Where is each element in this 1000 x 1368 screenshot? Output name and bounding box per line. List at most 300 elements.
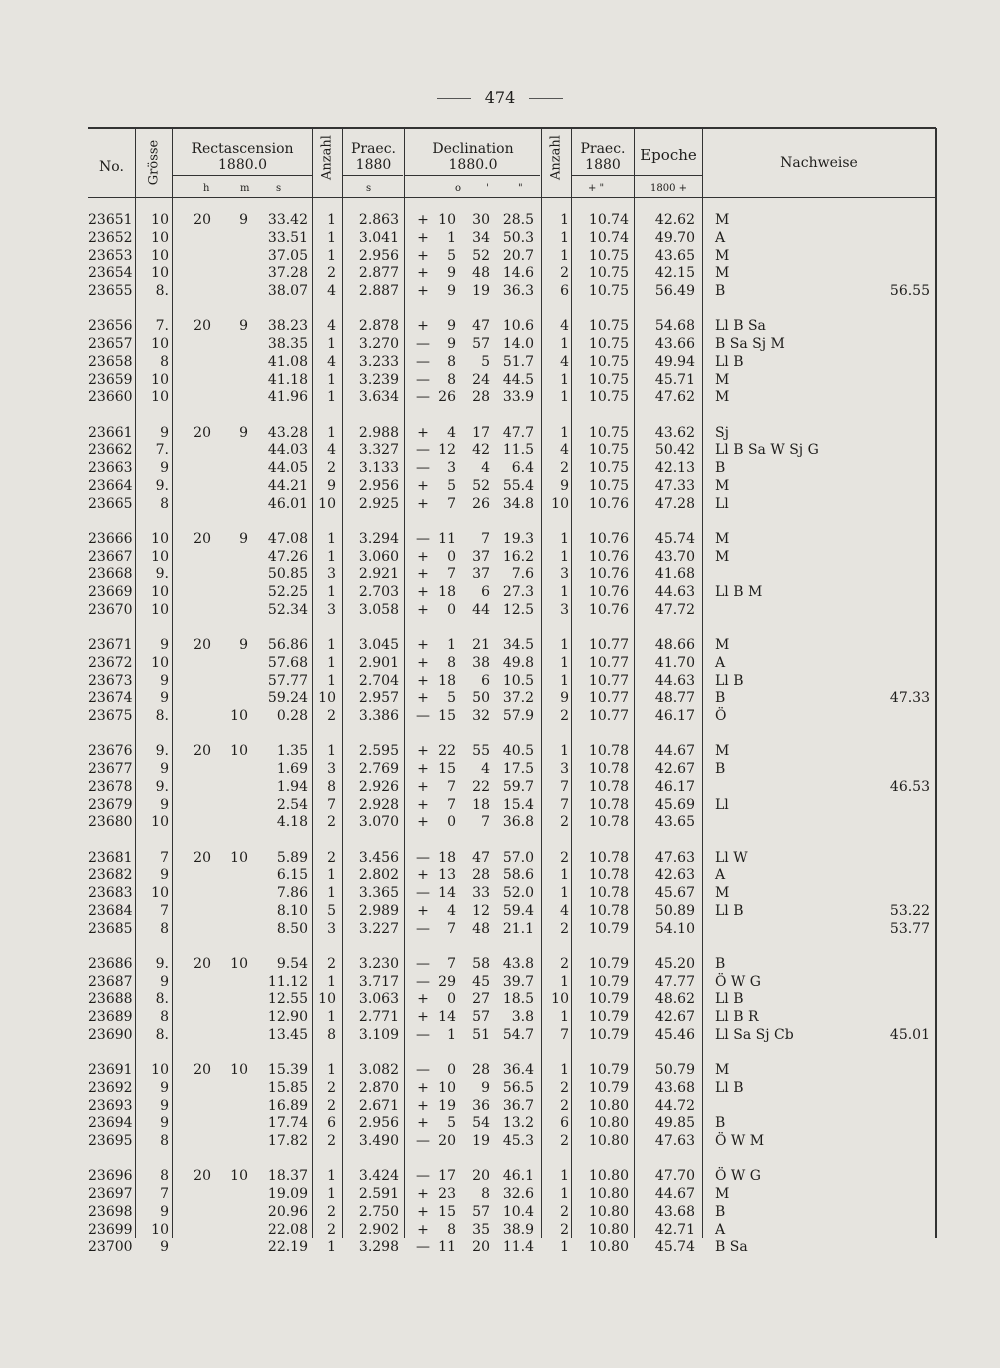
- cell-dec-seconds: 45.3: [502, 1133, 534, 1149]
- cell-nachweise: M: [715, 548, 730, 565]
- cell-ra-seconds: 6.15: [276, 867, 308, 884]
- cell-praec-1: 3.239: [358, 371, 399, 388]
- cell-epoche: 48.62: [654, 991, 695, 1008]
- cell-anzahl-2: 10: [551, 991, 569, 1008]
- cell-praec-2: 10.80: [588, 1186, 629, 1202]
- cell-ra-seconds: 1.35: [276, 743, 308, 760]
- cell-epoche: 48.66: [654, 637, 695, 653]
- cell-dec-sign: +: [417, 654, 429, 671]
- cell-epoche: 44.63: [654, 584, 695, 600]
- cell-number: 23698: [88, 1203, 133, 1220]
- cell-dec-seconds: 10.4: [502, 1203, 534, 1220]
- cell-ra-minutes: 9: [239, 530, 248, 547]
- cell-ra-minutes: 9: [239, 637, 248, 653]
- cell-praec-2: 10.76: [588, 584, 629, 600]
- cell-epoche: 43.68: [654, 1079, 695, 1096]
- cell-anzahl-1: 2: [327, 814, 336, 831]
- cell-dec-minutes: 28: [472, 389, 490, 406]
- cell-number: 23651: [88, 212, 133, 228]
- cell-dec-degrees: 17: [438, 1168, 456, 1185]
- cell-praec-1: 2.988: [358, 424, 399, 441]
- cell-ra-hours: 20: [193, 849, 211, 866]
- cell-praec-1: 2.989: [358, 902, 399, 919]
- cell-dec-minutes: 51: [472, 1026, 490, 1043]
- cell-praec-2: 10.76: [588, 601, 629, 618]
- cell-nachweise: Ll B R: [715, 1009, 759, 1025]
- cell-groesse: 9: [160, 690, 169, 707]
- cell-anzahl-1: 2: [327, 955, 336, 972]
- cell-anzahl-2: 6: [560, 1115, 569, 1132]
- cell-dec-minutes: 9: [481, 1079, 490, 1096]
- cell-ra-seconds: 22.08: [267, 1221, 308, 1238]
- cell-epoche: 50.42: [654, 442, 695, 459]
- cell-anzahl-1: 1: [327, 1009, 336, 1025]
- header-ra-s: s: [276, 183, 282, 194]
- cell-number: 23667: [88, 548, 133, 565]
- cell-anzahl-1: 1: [327, 1168, 336, 1185]
- cell-nachweise: M: [715, 371, 730, 388]
- cell-dec-seconds: 17.5: [502, 761, 534, 777]
- cell-praec-1: 2.956: [358, 477, 399, 494]
- cell-praec-1: 3.386: [358, 708, 399, 724]
- cell-dec-seconds: 50.3: [502, 229, 534, 246]
- cell-praec-1: 3.490: [358, 1133, 399, 1149]
- cell-dec-sign: +: [417, 247, 429, 264]
- cell-anzahl-2: 2: [560, 955, 569, 972]
- cell-number: 23676: [88, 743, 133, 760]
- header-dec-sec: ": [518, 183, 523, 194]
- cell-dec-minutes: 22: [472, 778, 490, 795]
- cell-anzahl-1: 1: [327, 548, 336, 565]
- cell-praec-1: 3.365: [358, 885, 399, 901]
- cell-anzahl-1: 1: [327, 530, 336, 547]
- header-dec-min: ': [486, 183, 489, 194]
- header-ra-h: h: [203, 183, 210, 194]
- cell-anzahl-1: 2: [327, 1079, 336, 1096]
- cell-anzahl-1: 3: [327, 920, 336, 937]
- cell-dec-seconds: 12.5: [502, 601, 534, 618]
- cell-praec-2: 10.76: [588, 566, 629, 583]
- cell-epoche: 45.69: [654, 796, 695, 813]
- cell-dec-seconds: 43.8: [502, 955, 534, 972]
- cell-anzahl-2: 1: [560, 389, 569, 406]
- cell-groesse: 10: [151, 584, 169, 600]
- cell-dec-minutes: 4: [481, 460, 490, 476]
- cell-dec-seconds: 34.8: [502, 495, 534, 512]
- cell-nachweise: Ö W M: [715, 1133, 765, 1149]
- cell-dec-degrees: 19: [438, 1097, 456, 1114]
- cell-praec-1: 2.704: [358, 672, 399, 689]
- cell-epoche: 45.46: [654, 1026, 695, 1043]
- cell-praec-2: 10.75: [588, 442, 629, 459]
- cell-dec-sign: +: [417, 1203, 429, 1220]
- cell-praec-2: 10.78: [588, 743, 629, 760]
- cell-dec-minutes: 55: [472, 743, 490, 760]
- header-praec-1: Praec.: [350, 141, 397, 157]
- cell-dec-seconds: 6.4: [511, 460, 534, 476]
- cell-anzahl-1: 1: [327, 584, 336, 600]
- header-dec-epoch: 1880.0: [448, 157, 498, 173]
- page-number-dash-right: [529, 98, 563, 99]
- cell-dec-degrees: 4: [447, 424, 456, 441]
- cell-number: 23687: [88, 973, 133, 990]
- cell-nachweise: Ll B: [715, 353, 744, 370]
- header-dec-deg: o: [455, 183, 462, 194]
- cell-anzahl-1: 4: [327, 318, 336, 335]
- cell-praec-1: 2.921: [358, 566, 399, 583]
- cell-praec-2: 10.77: [588, 708, 629, 724]
- cell-dec-sign: +: [417, 229, 429, 246]
- cell-number: 23668: [88, 566, 133, 583]
- cell-anzahl-2: 1: [560, 1168, 569, 1185]
- cell-groesse: 10: [151, 371, 169, 388]
- cell-anzahl-1: 1: [327, 1239, 336, 1256]
- cell-epoche: 42.67: [654, 761, 695, 777]
- cell-praec-1: 3.294: [358, 530, 399, 547]
- cell-anzahl-2: 2: [560, 460, 569, 476]
- cell-groesse: 9: [160, 1115, 169, 1132]
- cell-dec-minutes: 57: [472, 336, 490, 352]
- cell-ra-hours: 20: [193, 424, 211, 441]
- cell-dec-sign: +: [417, 1221, 429, 1238]
- cell-number: 23663: [88, 460, 133, 476]
- cell-epoche: 45.67: [654, 885, 695, 901]
- cell-dec-minutes: 5: [481, 353, 490, 370]
- cell-ra-minutes: 9: [239, 424, 248, 441]
- cell-dec-sign: +: [417, 548, 429, 565]
- cell-anzahl-2: 1: [560, 1239, 569, 1256]
- col-line-9: [702, 128, 703, 1238]
- cell-dec-minutes: 52: [472, 247, 490, 264]
- cell-groesse: 8.: [155, 991, 169, 1008]
- cell-number: 23664: [88, 477, 133, 494]
- cell-dec-minutes: 35: [472, 1221, 490, 1238]
- cell-dec-seconds: 39.7: [502, 973, 534, 990]
- cell-extra-epoch: 47.33: [889, 690, 930, 707]
- cell-dec-minutes: 20: [472, 1239, 490, 1256]
- cell-nachweise: A: [715, 654, 726, 671]
- cell-praec-1: 3.298: [358, 1239, 399, 1256]
- cell-dec-minutes: 37: [472, 548, 490, 565]
- cell-ra-seconds: 57.77: [267, 672, 308, 689]
- cell-dec-sign: +: [417, 902, 429, 919]
- cell-groesse: 7: [160, 849, 169, 866]
- cell-dec-sign: +: [417, 690, 429, 707]
- cell-extra-epoch: 56.55: [889, 283, 930, 299]
- cell-groesse: 8: [160, 920, 169, 937]
- cell-groesse: 10: [151, 530, 169, 547]
- cell-dec-sign: —: [416, 920, 430, 937]
- cell-anzahl-1: 1: [327, 743, 336, 760]
- cell-praec-1: 2.750: [358, 1203, 399, 1220]
- cell-anzahl-2: 6: [560, 283, 569, 299]
- cell-dec-degrees: 8: [447, 654, 456, 671]
- cell-praec-2: 10.75: [588, 353, 629, 370]
- cell-dec-minutes: 57: [472, 1009, 490, 1025]
- cell-praec-1: 2.956: [358, 1115, 399, 1132]
- cell-ra-seconds: 37.28: [267, 265, 308, 282]
- cell-groesse: 8: [160, 1133, 169, 1149]
- cell-ra-seconds: 47.08: [267, 530, 308, 547]
- cell-epoche: 47.62: [654, 389, 695, 406]
- cell-groesse: 10: [151, 1062, 169, 1078]
- cell-epoche: 47.28: [654, 495, 695, 512]
- cell-dec-degrees: 1: [447, 637, 456, 653]
- cell-praec-2: 10.75: [588, 460, 629, 476]
- cell-praec-1: 3.424: [358, 1168, 399, 1185]
- cell-dec-minutes: 33: [472, 885, 490, 901]
- cell-ra-seconds: 7.86: [276, 885, 308, 901]
- cell-dec-degrees: 8: [447, 1221, 456, 1238]
- cell-anzahl-2: 9: [560, 690, 569, 707]
- cell-dec-degrees: 15: [438, 1203, 456, 1220]
- cell-nachweise: M: [715, 1062, 730, 1078]
- cell-epoche: 46.17: [654, 708, 695, 724]
- cell-anzahl-2: 1: [560, 885, 569, 901]
- cell-anzahl-2: 4: [560, 353, 569, 370]
- cell-number: 23670: [88, 601, 133, 618]
- praec1-unit-rule: [343, 175, 403, 176]
- cell-dec-degrees: 0: [447, 814, 456, 831]
- cell-anzahl-2: 1: [560, 229, 569, 246]
- cell-anzahl-2: 2: [560, 1221, 569, 1238]
- cell-dec-degrees: 5: [447, 1115, 456, 1132]
- cell-praec-2: 10.79: [588, 920, 629, 937]
- cell-dec-degrees: 10: [438, 212, 456, 228]
- cell-anzahl-1: 4: [327, 283, 336, 299]
- col-line-5: [404, 128, 405, 1238]
- cell-dec-seconds: 19.3: [502, 530, 534, 547]
- cell-anzahl-2: 1: [560, 654, 569, 671]
- cell-ra-seconds: 41.96: [267, 389, 308, 406]
- cell-praec-1: 2.870: [358, 1079, 399, 1096]
- cell-anzahl-2: 9: [560, 477, 569, 494]
- cell-praec-1: 2.956: [358, 247, 399, 264]
- cell-ra-seconds: 8.10: [276, 902, 308, 919]
- cell-groesse: 9: [160, 1239, 169, 1256]
- cell-ra-seconds: 52.25: [267, 584, 308, 600]
- cell-anzahl-2: 7: [560, 796, 569, 813]
- cell-anzahl-2: 2: [560, 920, 569, 937]
- cell-dec-degrees: 1: [447, 229, 456, 246]
- cell-anzahl-1: 1: [327, 247, 336, 264]
- cell-praec-1: 2.878: [358, 318, 399, 335]
- cell-praec-2: 10.80: [588, 1097, 629, 1114]
- cell-anzahl-1: 2: [327, 849, 336, 866]
- cell-number: 23661: [88, 424, 133, 441]
- cell-dec-degrees: 11: [438, 1239, 456, 1256]
- cell-groesse: 8.: [155, 283, 169, 299]
- cell-nachweise: A: [715, 1221, 726, 1238]
- cell-dec-minutes: 12: [472, 902, 490, 919]
- cell-praec-1: 2.591: [358, 1186, 399, 1202]
- cell-ra-seconds: 1.69: [276, 761, 308, 777]
- cell-praec-1: 3.717: [358, 973, 399, 990]
- cell-dec-sign: —: [416, 1168, 430, 1185]
- cell-ra-seconds: 5.89: [276, 849, 308, 866]
- cell-dec-sign: +: [417, 814, 429, 831]
- cell-anzahl-2: 1: [560, 371, 569, 388]
- cell-dec-minutes: 20: [472, 1168, 490, 1185]
- cell-praec-1: 3.070: [358, 814, 399, 831]
- cell-nachweise: Ll B: [715, 902, 744, 919]
- cell-anzahl-1: 7: [327, 796, 336, 813]
- cell-dec-sign: —: [416, 371, 430, 388]
- cell-praec-1: 2.771: [358, 1009, 399, 1025]
- cell-groesse: 9: [160, 973, 169, 990]
- cell-dec-degrees: 0: [447, 991, 456, 1008]
- header-dec: Declination: [432, 141, 514, 157]
- cell-praec-1: 3.133: [358, 460, 399, 476]
- cell-ra-hours: 20: [193, 318, 211, 335]
- cell-groesse: 10: [151, 548, 169, 565]
- cell-praec-1: 2.595: [358, 743, 399, 760]
- cell-dec-sign: +: [417, 1186, 429, 1202]
- header-praec-1-unit: s: [366, 183, 372, 194]
- cell-groesse: 8.: [155, 1026, 169, 1043]
- cell-nachweise: A: [715, 229, 726, 246]
- cell-dec-sign: +: [417, 566, 429, 583]
- cell-groesse: 10: [151, 601, 169, 618]
- cell-number: 23671: [88, 637, 133, 653]
- cell-groesse: 8: [160, 495, 169, 512]
- cell-anzahl-1: 8: [327, 1026, 336, 1043]
- cell-dec-sign: +: [417, 1079, 429, 1096]
- cell-dec-degrees: 13: [438, 867, 456, 884]
- cell-dec-seconds: 20.7: [502, 247, 534, 264]
- cell-dec-sign: +: [417, 1097, 429, 1114]
- cell-number: 23656: [88, 318, 133, 335]
- cell-dec-seconds: 21.1: [502, 920, 534, 937]
- cell-ra-seconds: 41.08: [267, 353, 308, 370]
- cell-number: 23665: [88, 495, 133, 512]
- header-anzahl-2: Anzahl: [548, 135, 564, 180]
- cell-ra-seconds: 57.68: [267, 654, 308, 671]
- cell-dec-seconds: 18.5: [502, 991, 534, 1008]
- cell-praec-2: 10.78: [588, 867, 629, 884]
- cell-nachweise: M: [715, 885, 730, 901]
- cell-ra-minutes: 9: [239, 318, 248, 335]
- cell-nachweise: B: [715, 690, 726, 707]
- cell-ra-seconds: 12.90: [267, 1009, 308, 1025]
- cell-ra-seconds: 59.24: [267, 690, 308, 707]
- cell-dec-sign: +: [417, 265, 429, 282]
- cell-dec-minutes: 18: [472, 796, 490, 813]
- cell-anzahl-2: 3: [560, 601, 569, 618]
- cell-ra-seconds: 15.39: [267, 1062, 308, 1078]
- cell-groesse: 9: [160, 867, 169, 884]
- cell-praec-1: 2.703: [358, 584, 399, 600]
- cell-extra-epoch: 53.77: [889, 920, 930, 937]
- cell-dec-sign: —: [416, 1026, 430, 1043]
- cell-anzahl-1: 1: [327, 389, 336, 406]
- cell-anzahl-2: 3: [560, 761, 569, 777]
- cell-dec-minutes: 4: [481, 761, 490, 777]
- cell-dec-sign: +: [417, 1009, 429, 1025]
- cell-epoche: 47.70: [654, 1168, 695, 1185]
- cell-dec-minutes: 17: [472, 424, 490, 441]
- cell-ra-seconds: 38.07: [267, 283, 308, 299]
- cell-dec-degrees: 18: [438, 849, 456, 866]
- cell-ra-seconds: 46.01: [267, 495, 308, 512]
- cell-ra-seconds: 16.89: [267, 1097, 308, 1114]
- cell-groesse: 10: [151, 654, 169, 671]
- cell-groesse: 10: [151, 1221, 169, 1238]
- header-epoche-unit: 1800 +: [650, 183, 688, 194]
- cell-praec-1: 3.058: [358, 601, 399, 618]
- cell-praec-2: 10.77: [588, 690, 629, 707]
- cell-nachweise: Ll: [715, 796, 729, 813]
- cell-dec-degrees: 14: [438, 1009, 456, 1025]
- cell-anzahl-1: 8: [327, 778, 336, 795]
- header-ra-m: m: [240, 183, 250, 194]
- cell-anzahl-2: 10: [551, 495, 569, 512]
- cell-praec-1: 2.671: [358, 1097, 399, 1114]
- cell-epoche: 49.94: [654, 353, 695, 370]
- cell-dec-seconds: 27.3: [502, 584, 534, 600]
- cell-epoche: 54.10: [654, 920, 695, 937]
- cell-dec-degrees: 26: [438, 389, 456, 406]
- cell-dec-degrees: 7: [447, 566, 456, 583]
- cell-nachweise: Ll B: [715, 991, 744, 1008]
- cell-anzahl-1: 1: [327, 1062, 336, 1078]
- cell-dec-minutes: 42: [472, 442, 490, 459]
- cell-ra-seconds: 9.54: [276, 955, 308, 972]
- cell-dec-seconds: 36.3: [502, 283, 534, 299]
- cell-dec-seconds: 46.1: [502, 1168, 534, 1185]
- cell-praec-1: 2.928: [358, 796, 399, 813]
- cell-ra-seconds: 2.54: [276, 796, 308, 813]
- cell-anzahl-1: 1: [327, 336, 336, 352]
- cell-dec-sign: —: [416, 1133, 430, 1149]
- cell-groesse: 9: [160, 1097, 169, 1114]
- cell-epoche: 43.68: [654, 1203, 695, 1220]
- cell-praec-1: 2.901: [358, 654, 399, 671]
- cell-anzahl-1: 2: [327, 1097, 336, 1114]
- cell-number: 23679: [88, 796, 133, 813]
- cell-dec-sign: +: [417, 212, 429, 228]
- cell-dec-sign: —: [416, 389, 430, 406]
- cell-anzahl-1: 1: [327, 1186, 336, 1202]
- cell-groesse: 9: [160, 761, 169, 777]
- cell-praec-1: 3.327: [358, 442, 399, 459]
- cell-dec-seconds: 59.7: [502, 778, 534, 795]
- cell-dec-minutes: 36: [472, 1097, 490, 1114]
- cell-praec-2: 10.75: [588, 318, 629, 335]
- cell-praec-1: 3.230: [358, 955, 399, 972]
- cell-anzahl-1: 4: [327, 353, 336, 370]
- cell-dec-degrees: 5: [447, 477, 456, 494]
- header-epoche: Epoche: [640, 146, 697, 164]
- cell-number: 23689: [88, 1009, 133, 1025]
- cell-extra-epoch: 45.01: [889, 1026, 930, 1043]
- cell-praec-2: 10.75: [588, 389, 629, 406]
- cell-ra-seconds: 22.19: [267, 1239, 308, 1256]
- cell-dec-sign: +: [417, 601, 429, 618]
- cell-dec-minutes: 28: [472, 867, 490, 884]
- cell-dec-minutes: 24: [472, 371, 490, 388]
- cell-dec-seconds: 33.9: [502, 389, 534, 406]
- cell-epoche: 42.15: [654, 265, 695, 282]
- cell-dec-sign: +: [417, 477, 429, 494]
- cell-dec-seconds: 36.7: [502, 1097, 534, 1114]
- cell-nachweise: Ll B Sa: [715, 318, 766, 335]
- cell-groesse: 9.: [155, 743, 169, 760]
- cell-anzahl-1: 1: [327, 672, 336, 689]
- cell-number: 23696: [88, 1168, 133, 1185]
- cell-nachweise: B: [715, 955, 726, 972]
- cell-ra-seconds: 20.96: [267, 1203, 308, 1220]
